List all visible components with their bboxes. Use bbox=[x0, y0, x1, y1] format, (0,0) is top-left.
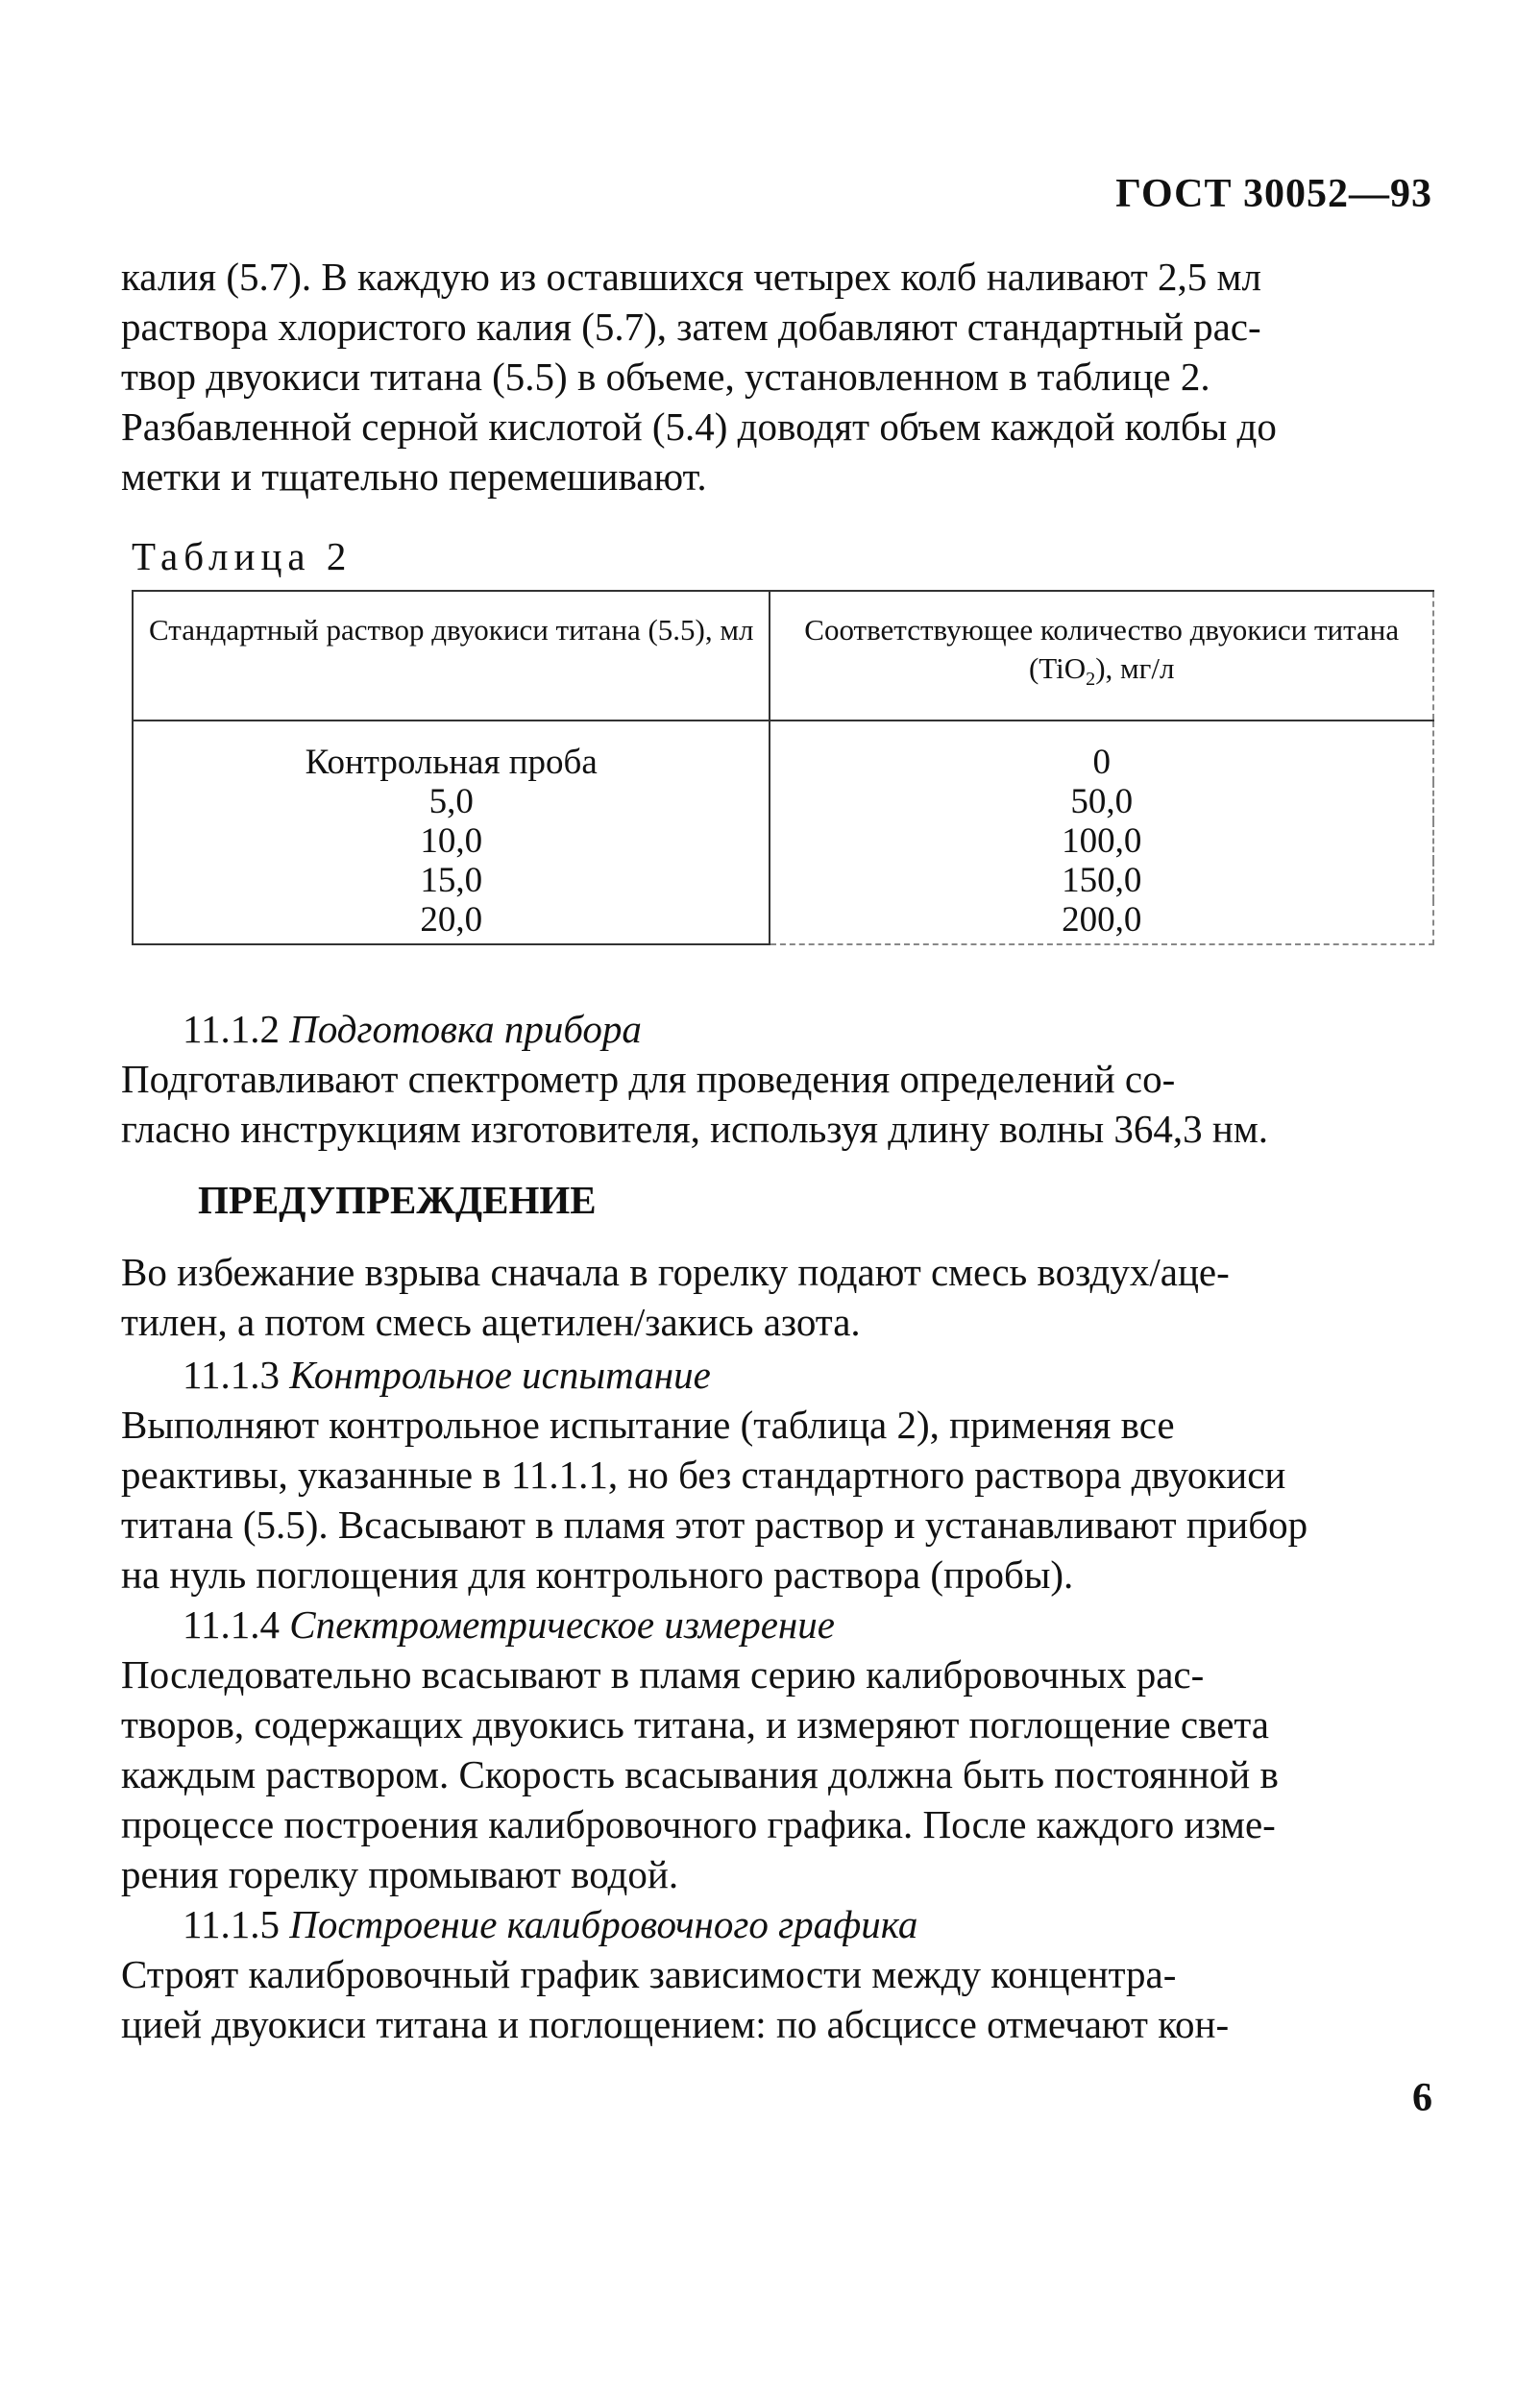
table-row bbox=[133, 821, 1433, 861]
text-line: раствора хлористого калия (5.7), затем добавляют стандартный рас- bbox=[121, 305, 1261, 349]
text-line: реактивы, указанные в 11.1.1, но без стандартного раствора двуокиси bbox=[121, 1453, 1286, 1497]
section-number: 11.1.3 bbox=[183, 1353, 280, 1397]
text-line: Выполняют контрольное испытание (таблица 2), применяя все bbox=[121, 1403, 1175, 1447]
intro-paragraph bbox=[121, 252, 1431, 501]
section-title: Подготовка прибора bbox=[289, 1007, 642, 1051]
table-cell: 100,0 bbox=[770, 821, 1433, 861]
text-line: Во избежание взрыва сначала в горелку подают смесь воздух/аце- bbox=[121, 1250, 1230, 1294]
table-row bbox=[133, 861, 1433, 900]
text-line: процессе построения калибровочного графика. После каждого изме- bbox=[121, 1802, 1276, 1846]
section-11-1-4 bbox=[121, 1600, 1431, 1899]
table-row bbox=[133, 721, 1433, 782]
table-cell: 20,0 bbox=[133, 900, 770, 944]
text-line: калия (5.7). В каждую из оставшихся четырех колб наливают 2,5 мл bbox=[121, 255, 1261, 299]
text-line: титана (5.5). Всасывают в пламя этот раствор и устанавливают прибор bbox=[121, 1502, 1308, 1547]
section-number: 11.1.4 bbox=[183, 1602, 280, 1647]
section-heading bbox=[121, 1350, 1431, 1400]
table-2 bbox=[132, 590, 1434, 945]
table-cell: 5,0 bbox=[133, 782, 770, 821]
section-title: Спектрометрическое измерение bbox=[289, 1602, 835, 1647]
column-header: Соответствующее количество двуокиси титана (TiO$_2$), мг/л bbox=[770, 591, 1433, 721]
text-line: цией двуокиси титана и поглощением: по абсциссе отмечают кон- bbox=[121, 2002, 1230, 2046]
text-line: тилен, а потом смесь ацетилен/закись азота. bbox=[121, 1300, 861, 1344]
text-line: гласно инструкциям изготовителя, используя длину волны 364,3 нм. bbox=[121, 1107, 1269, 1151]
page-number: 6 bbox=[1412, 2076, 1432, 2120]
table-row bbox=[133, 782, 1433, 821]
table-cell: Контрольная проба bbox=[133, 721, 770, 782]
table-row bbox=[133, 900, 1433, 944]
section-title: Контрольное испытание bbox=[289, 1353, 711, 1397]
text-line: твор двуокиси титана (5.5) в объеме, установленном в таблице 2. bbox=[121, 354, 1210, 399]
warning-text bbox=[121, 1247, 1431, 1347]
section-number: 11.1.2 bbox=[183, 1007, 280, 1051]
table-cell: 15,0 bbox=[133, 861, 770, 900]
document-header: ГОСТ 30052—93 bbox=[1115, 172, 1432, 216]
text-line: каждым раствором. Скорость всасывания должна быть постоянной в bbox=[121, 1752, 1279, 1796]
section-heading bbox=[121, 1600, 1431, 1649]
section-11-1-5 bbox=[121, 1899, 1431, 2049]
table-cell: 0 bbox=[770, 721, 1433, 782]
table-cell: 150,0 bbox=[770, 861, 1433, 900]
section-11-1-2 bbox=[121, 1004, 1431, 1154]
section-heading bbox=[121, 1899, 1431, 1949]
table-cell: 10,0 bbox=[133, 821, 770, 861]
section-title: Построение калибровочного графика bbox=[289, 1902, 918, 1946]
table-cell: 50,0 bbox=[770, 782, 1433, 821]
text-line: Подготавливают спектрометр для проведения определений со- bbox=[121, 1057, 1176, 1101]
table-header-row bbox=[133, 591, 1433, 721]
text-line: рения горелку промывают водой. bbox=[121, 1852, 679, 1896]
warning-title: ПРЕДУПРЕЖДЕНИЕ bbox=[198, 1178, 597, 1222]
text-line: Последовательно всасывают в пламя серию калибровочных рас- bbox=[121, 1652, 1205, 1697]
data-table bbox=[132, 590, 1434, 945]
column-header: Стандартный раствор двуокиси титана (5.5), мл bbox=[133, 591, 770, 721]
section-number: 11.1.5 bbox=[183, 1902, 280, 1946]
section-11-1-3 bbox=[121, 1350, 1431, 1600]
text-line: Разбавленной серной кислотой (5.4) доводят объем каждой колбы до bbox=[121, 404, 1277, 449]
table-caption: Таблица 2 bbox=[132, 534, 353, 578]
text-line: Строят калибровочный график зависимости между концентра- bbox=[121, 1952, 1177, 1996]
table-cell: 200,0 bbox=[770, 900, 1433, 944]
section-heading bbox=[121, 1004, 1431, 1054]
text-line: метки и тщательно перемешивают. bbox=[121, 454, 707, 499]
text-line: на нуль поглощения для контрольного раствора (пробы). bbox=[121, 1552, 1074, 1597]
text-line: творов, содержащих двуокись титана, и измеряют поглощение света bbox=[121, 1702, 1270, 1747]
